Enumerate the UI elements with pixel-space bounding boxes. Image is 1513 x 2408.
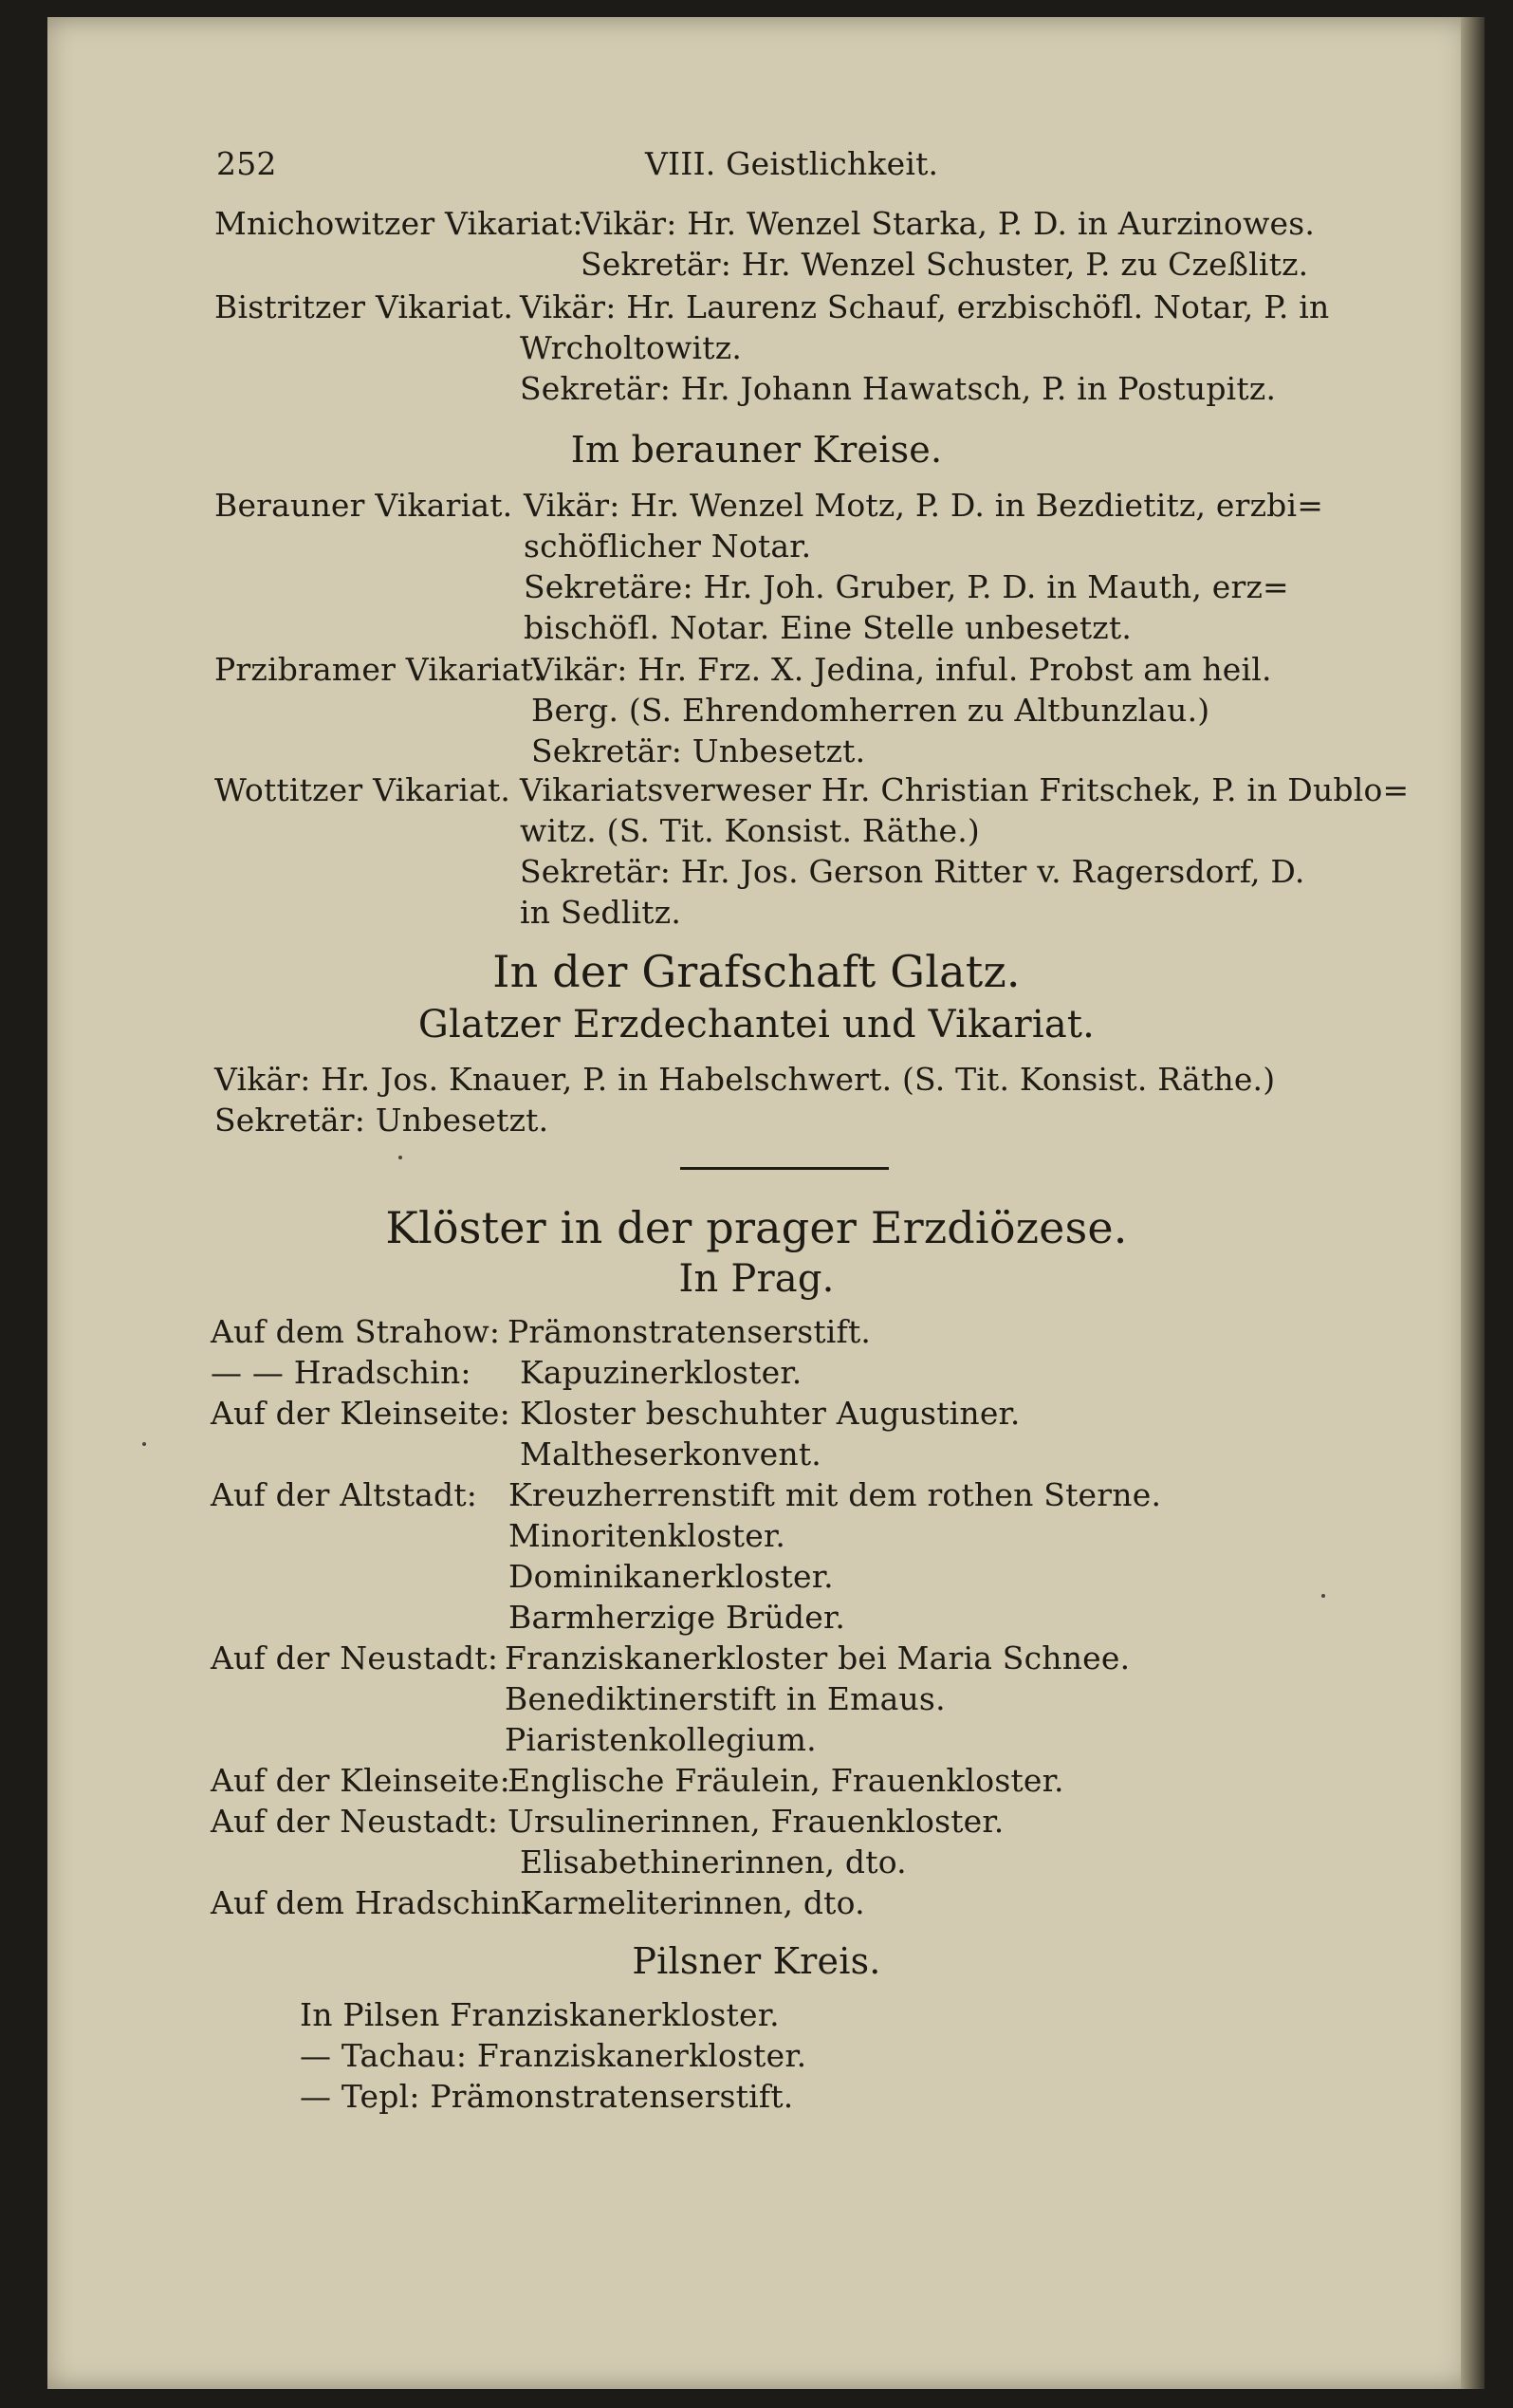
text-line: In Pilsen Franziskanerkloster. [300, 1996, 780, 2033]
row-text: Elisabethinerinnen, dto. [520, 1843, 907, 1880]
vicariate-line: Vikariatsverweser Hr. Christian Fritschek, P. in Dublo= [520, 771, 1410, 808]
vicariate-line: Sekretär: Hr. Wenzel Schuster, P. zu Czeßlitz. [581, 246, 1309, 283]
row-label: Auf dem Strahow: [211, 1313, 501, 1350]
row-label: — — Hradschin: [211, 1354, 471, 1391]
text-line: — Tachau: Franziskanerkloster. [300, 2037, 807, 2074]
row-label: Auf der Kleinseite: [211, 1762, 510, 1799]
vicariate-line: Vikär: Hr. Laurenz Schauf, erzbischöfl. Notar, P. in [520, 288, 1330, 325]
section-heading: In der Grafschaft Glatz. [492, 946, 1021, 997]
vicariate-line: Sekretäre: Hr. Joh. Gruber, P. D. in Mauth, erz= [524, 568, 1289, 605]
vicariate-name: Przibramer Vikariat. [214, 651, 544, 688]
row-text: Prämonstratenserstift. [507, 1313, 872, 1350]
vicariate-line: Berg. (S. Ehrendomherren zu Altbunzlau.) [531, 692, 1210, 729]
text-line: — Tepl: Prämonstratenserstift. [300, 2078, 794, 2115]
running-title: VIII. Geistlichkeit. [645, 145, 939, 182]
row-label: Auf der Neustadt: [211, 1803, 499, 1840]
vicariate-line: Sekretär: Unbesetzt. [531, 732, 866, 769]
row-text: Englische Fräulein, Frauenkloster. [507, 1762, 1064, 1799]
row-text: Minoritenkloster. [508, 1517, 786, 1554]
row-text: Piaristenkollegium. [505, 1721, 817, 1758]
section-subheading: Glatzer Erzdechantei und Vikariat. [417, 1003, 1096, 1047]
vicariate-line: Vikär: Hr. Wenzel Motz, P. D. in Bezdietitz, erzbi= [524, 487, 1324, 524]
vicariate-name: Berauner Vikariat. [214, 487, 513, 524]
vicariate-line: in Sedlitz. [520, 894, 682, 931]
row-text: Ursulinerinnen, Frauenkloster. [507, 1803, 1005, 1840]
vicariate-name: Mnichowitzer Vikariat: [214, 205, 583, 242]
vicariate-line: Vikär: Hr. Frz. X. Jedina, inful. Probst am heil. [531, 651, 1272, 688]
section-heading: Klöster in der prager Erzdiözese. [385, 1202, 1128, 1253]
text-line: Sekretär: Unbesetzt. [214, 1102, 549, 1139]
row-text: Franziskanerkloster bei Maria Schnee. [505, 1639, 1131, 1676]
row-label: Auf der Altstadt: [211, 1476, 478, 1513]
vicariate-line: witz. (S. Tit. Konsist. Räthe.) [520, 812, 980, 849]
row-text: Maltheserkonvent. [520, 1436, 821, 1473]
paper-speck [142, 1442, 146, 1446]
section-subheading: In Prag. [678, 1257, 835, 1301]
row-text: Kreuzherrenstift mit dem rothen Sterne. [508, 1476, 1162, 1513]
section-heading: Pilsner Kreis. [632, 1940, 881, 1982]
vicariate-line: Sekretär: Hr. Johann Hawatsch, P. in Postupitz. [520, 370, 1277, 407]
vicariate-line: bischöfl. Notar. Eine Stelle unbesetzt. [524, 609, 1133, 646]
paper-speck [1321, 1594, 1325, 1598]
row-label: Auf der Neustadt: [211, 1639, 499, 1676]
vicariate-line: schöflicher Notar. [524, 528, 812, 565]
vicariate-line: Wrcholtowitz. [520, 329, 743, 366]
row-text: Kloster beschuhter Augustiner. [520, 1395, 1021, 1432]
row-text: Dominikanerkloster. [508, 1558, 834, 1595]
page-number: 252 [216, 145, 277, 182]
row-text: Benediktinerstift in Emaus. [505, 1680, 946, 1717]
row-text: Barmherzige Brüder. [508, 1599, 846, 1636]
section-heading: Im berauner Kreise. [570, 429, 943, 471]
section-divider [680, 1167, 889, 1170]
row-text: Karmeliterinnen, dto. [520, 1884, 865, 1921]
vicariate-line: Sekretär: Hr. Jos. Gerson Ritter v. Ragersdorf, D. [520, 853, 1305, 890]
row-text: Kapuzinerkloster. [520, 1354, 803, 1391]
row-label: Auf der Kleinseite: [211, 1395, 510, 1432]
vicariate-name: Bistritzer Vikariat. [214, 288, 514, 325]
vicariate-line: Vikär: Hr. Wenzel Starka, P. D. in Aurzinowes. [581, 205, 1316, 242]
row-label: Auf dem Hradschin: [211, 1884, 532, 1921]
paper-speck [398, 1156, 402, 1159]
text-line: Vikär: Hr. Jos. Knauer, P. in Habelschwert. (S. Tit. Konsist. Räthe.) [214, 1061, 1276, 1098]
vicariate-name: Wottitzer Vikariat. [214, 771, 511, 808]
